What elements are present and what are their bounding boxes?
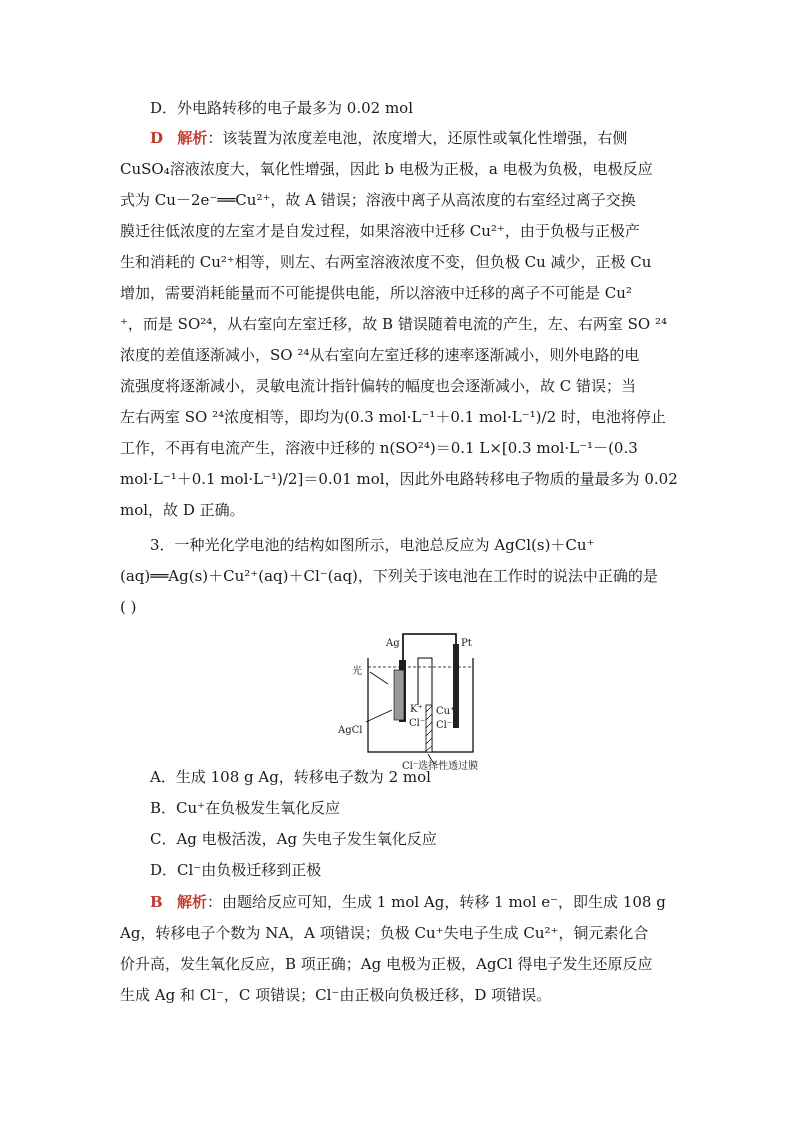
figure-caption: Cl⁻选择性透过膜 (402, 761, 479, 772)
label-cu-ion: Cu⁺ (436, 706, 456, 717)
prev-analysis-line-13: mol，故 D 正确。 (120, 501, 245, 519)
agcl-coating (394, 670, 404, 720)
q3-analysis-line-4: 生成 Ag 和 Cl⁻，C 项错误；Cl⁻由正极向负极迁移，D 项错误。 (120, 986, 552, 1004)
prev-analysis-line-9: 流强度将逐渐减小，灵敏电流计指针偏转的幅度也会逐渐减小，故 C 错误；当 (120, 377, 637, 395)
label-pt: Pt (461, 638, 472, 649)
prev-analysis-line-1 (150, 128, 676, 148)
q3-option-a: A．生成 108 g Ag，转移电子数为 2 mol (150, 768, 431, 786)
q3-option-d: D．Cl⁻由负极迁移到正极 (150, 861, 322, 879)
prev-analysis-line-7: ⁺，而是 SO²⁴，从右室向左室迁移，故 B 错误随着电流的产生，左、右两室 SO ²⁴ (120, 315, 667, 333)
prev-analysis-line-12: mol·L⁻¹＋0.1 mol·L⁻¹)/2]＝0.01 mol，因此外电路转移电子物质的量最多为 0.02 (120, 470, 678, 488)
label-cl-left: Cl⁻ (409, 718, 426, 729)
prev-analysis-line-6: 增加，需要消耗能量而不可能提供电能，所以溶液中迁移的离子不可能是 Cu² (120, 284, 632, 302)
q3-stem-line-3: ( ) (120, 598, 137, 616)
prev-analysis-line-8: 浓度的差值逐渐减小，SO ²⁴从右室向左室迁移的速率逐渐减小，则外电路的电 (120, 346, 640, 364)
prev-analysis-line-11: 工作，不再有电流产生，溶液中迁移的 n(SO²⁴)＝0.1 L×[0.3 mol·L⁻¹－(0.3 (120, 439, 638, 457)
prev-answer-letter: D (150, 129, 164, 147)
external-wire (403, 634, 456, 668)
cl-selective-membrane (426, 705, 432, 752)
prev-analysis-line-3: 式为 Cu－2e⁻══Cu²⁺，故 A 错误；溶液中离子从高浓度的右室经过离子交换 (120, 191, 636, 209)
q3-analysis-label: 解析 (177, 893, 208, 911)
q3-analysis-line-2: Ag，转移电子个数为 NA，A 项错误；负极 Cu⁺失电子生成 Cu²⁺，铜元素化合 (120, 924, 649, 942)
prev-analysis-line-10: 左右两室 SO ²⁴浓度相等，即均为(0.3 mol·L⁻¹＋0.1 mol·L⁻¹)/2 时，电池将停止 (120, 408, 666, 426)
q3-analysis-text-1: ：由题给反应可知，生成 1 mol Ag，转移 1 mol e⁻，即生成 108 g (207, 893, 666, 911)
prev-analysis-line-5: 生和消耗的 Cu²⁺相等，则左、右两室溶液浓度不变，但负极 Cu 减少，正极 Cu (120, 253, 652, 271)
q3-option-b: B．Cu⁺在负极发生氧化反应 (150, 799, 341, 817)
q3-analysis-line-1 (150, 892, 676, 912)
q3-option-c: C．Ag 电极活泼，Ag 失电子发生氧化反应 (150, 830, 437, 848)
q3-answer-letter: B (150, 893, 163, 911)
label-k-ion: K⁺ (410, 704, 423, 715)
prev-analysis-line-4: 膜迁往低浓度的左室才是自发过程，如果溶液中迁移 Cu²⁺，由于负极与正极产 (120, 222, 640, 240)
agcl-pointer (366, 710, 392, 722)
prev-analysis-line-2: CuSO₄溶液浓度大，氧化性增强，因此 b 电极为正极，a 电极为负极，电极反应 (120, 160, 653, 178)
label-light: 光 (352, 666, 362, 677)
cell-diagram-svg (348, 630, 478, 770)
label-agcl: AgCl (338, 725, 363, 736)
q3-stem-line-2: (aq)══Ag(s)＋Cu²⁺(aq)＋Cl⁻(aq)，下列关于该电池在工作时的说法中正确的是 (120, 567, 658, 585)
prev-analysis-text-1: ：该装置为浓度差电池，浓度增大，还原性或氧化性增强，右侧 (207, 129, 628, 147)
label-ag: Ag (386, 638, 400, 649)
cell-diagram (338, 630, 479, 772)
prev-analysis-label: 解析 (177, 129, 208, 147)
label-cl-right: Cl⁻ (436, 720, 453, 731)
q3-stem-line-1: 3．一种光化学电池的结构如图所示，电池总反应为 AgCl(s)＋Cu⁺ (150, 536, 595, 554)
q3-analysis-line-3: 价升高，发生氧化反应，B 项正确；Ag 电极为正极，AgCl 得电子发生还原反应 (120, 955, 653, 973)
light-pointer (370, 672, 388, 684)
prev-option-d: D．外电路转移的电子最多为 0.02 mol (150, 99, 414, 117)
